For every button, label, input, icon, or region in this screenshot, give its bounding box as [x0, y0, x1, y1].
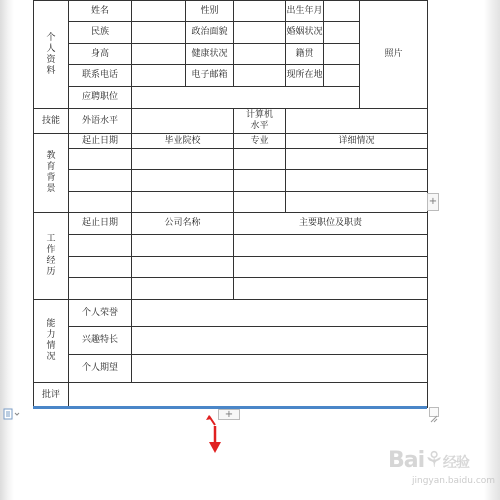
work-cell[interactable]: [132, 278, 234, 300]
edu-cell[interactable]: [234, 149, 286, 170]
gender-value-cell[interactable]: [234, 1, 286, 22]
work-cell[interactable]: [234, 278, 428, 300]
edu-cell[interactable]: [69, 170, 132, 192]
political-label: 政治面貌: [186, 22, 234, 44]
work-cell[interactable]: [234, 235, 428, 257]
resume-table-container: [33, 0, 427, 408]
political-value-cell[interactable]: [234, 22, 286, 44]
add-row-button[interactable]: +: [218, 409, 240, 420]
expectation-value-cell[interactable]: [132, 355, 428, 383]
table-resize-handle[interactable]: [429, 407, 439, 417]
edu-cell[interactable]: [234, 170, 286, 192]
health-value-cell[interactable]: [234, 44, 286, 65]
work-cell[interactable]: [132, 235, 234, 257]
phone-label: 联系电话: [69, 65, 132, 87]
height-label: 身高: [69, 44, 132, 65]
work-header-company: 公司名称: [132, 213, 234, 235]
birth-label: 出生年月: [286, 1, 324, 22]
expectation-label: 个人期望: [69, 355, 132, 383]
ethnicity-value-cell[interactable]: [132, 22, 186, 44]
honors-value-cell[interactable]: [132, 300, 428, 327]
hobbies-label: 兴趣特长: [69, 327, 132, 355]
baidu-watermark-logo: Bai⚘经验: [388, 448, 469, 473]
marital-value-cell[interactable]: [324, 22, 360, 44]
review-label: 批评: [34, 383, 69, 408]
section-label-personal: 个 人 资 料: [34, 1, 69, 109]
edu-cell[interactable]: [234, 192, 286, 213]
paragraph-layout-icon[interactable]: [3, 405, 21, 417]
position-value-cell[interactable]: [132, 87, 360, 109]
edu-cell[interactable]: [132, 170, 234, 192]
position-label: 应聘职位: [69, 87, 132, 109]
name-value-cell[interactable]: [132, 1, 186, 22]
section-label-ability: 能 力 情 况: [34, 300, 69, 383]
hobbies-value-cell[interactable]: [132, 327, 428, 355]
health-label: 健康状况: [186, 44, 234, 65]
ethnicity-label: 民族: [69, 22, 132, 44]
watermark-url: jingyan.baidu.com: [412, 476, 496, 486]
email-label: 电子邮箱: [186, 65, 234, 87]
add-column-button[interactable]: +: [427, 193, 439, 211]
edu-cell[interactable]: [286, 170, 428, 192]
work-header-dates: 起止日期: [69, 213, 132, 235]
edu-header-details: 详细情况: [286, 134, 428, 149]
edu-cell[interactable]: [286, 149, 428, 170]
review-value-cell[interactable]: [69, 383, 428, 408]
edu-cell[interactable]: [132, 192, 234, 213]
computer-value-cell[interactable]: [286, 109, 428, 134]
height-value-cell[interactable]: [132, 44, 186, 65]
marital-label: 婚姻状况: [286, 22, 324, 44]
page-left-margin: [0, 0, 14, 500]
name-label: 姓名: [69, 1, 132, 22]
work-cell[interactable]: [69, 235, 132, 257]
residence-value-cell[interactable]: [324, 65, 360, 87]
work-cell[interactable]: [69, 257, 132, 278]
photo-cell[interactable]: 照片: [360, 1, 428, 109]
edu-cell[interactable]: [286, 192, 428, 213]
honors-label: 个人荣誉: [69, 300, 132, 327]
work-header-duties: 主要职位及职责: [234, 213, 428, 235]
computer-label: 计算机 水平: [234, 109, 286, 134]
section-label-skills: 技能: [34, 109, 69, 134]
red-arrow-annotation-icon: [200, 412, 230, 454]
section-label-work: 工 作 经 历: [34, 213, 69, 300]
edu-header-major: 专业: [234, 134, 286, 149]
gender-label: 性别: [186, 1, 234, 22]
page-right-margin: [484, 0, 500, 500]
edu-cell[interactable]: [69, 149, 132, 170]
edu-header-dates: 起止日期: [69, 134, 132, 149]
native-value-cell[interactable]: [324, 44, 360, 65]
native-label: 籍贯: [286, 44, 324, 65]
foreign-lang-value-cell[interactable]: [132, 109, 234, 134]
birth-value-cell[interactable]: [324, 1, 360, 22]
edu-cell[interactable]: [132, 149, 234, 170]
work-cell[interactable]: [234, 257, 428, 278]
resize-diagonal-icon: [430, 415, 438, 423]
phone-value-cell[interactable]: [132, 65, 186, 87]
work-cell[interactable]: [69, 278, 132, 300]
residence-label: 现所在地: [286, 65, 324, 87]
resume-table[interactable]: [33, 0, 428, 408]
email-value-cell[interactable]: [234, 65, 286, 87]
section-label-education: 教 育 背 景: [34, 134, 69, 213]
foreign-lang-label: 外语水平: [69, 109, 132, 134]
edu-cell[interactable]: [69, 192, 132, 213]
edu-header-school: 毕业院校: [132, 134, 234, 149]
work-cell[interactable]: [132, 257, 234, 278]
